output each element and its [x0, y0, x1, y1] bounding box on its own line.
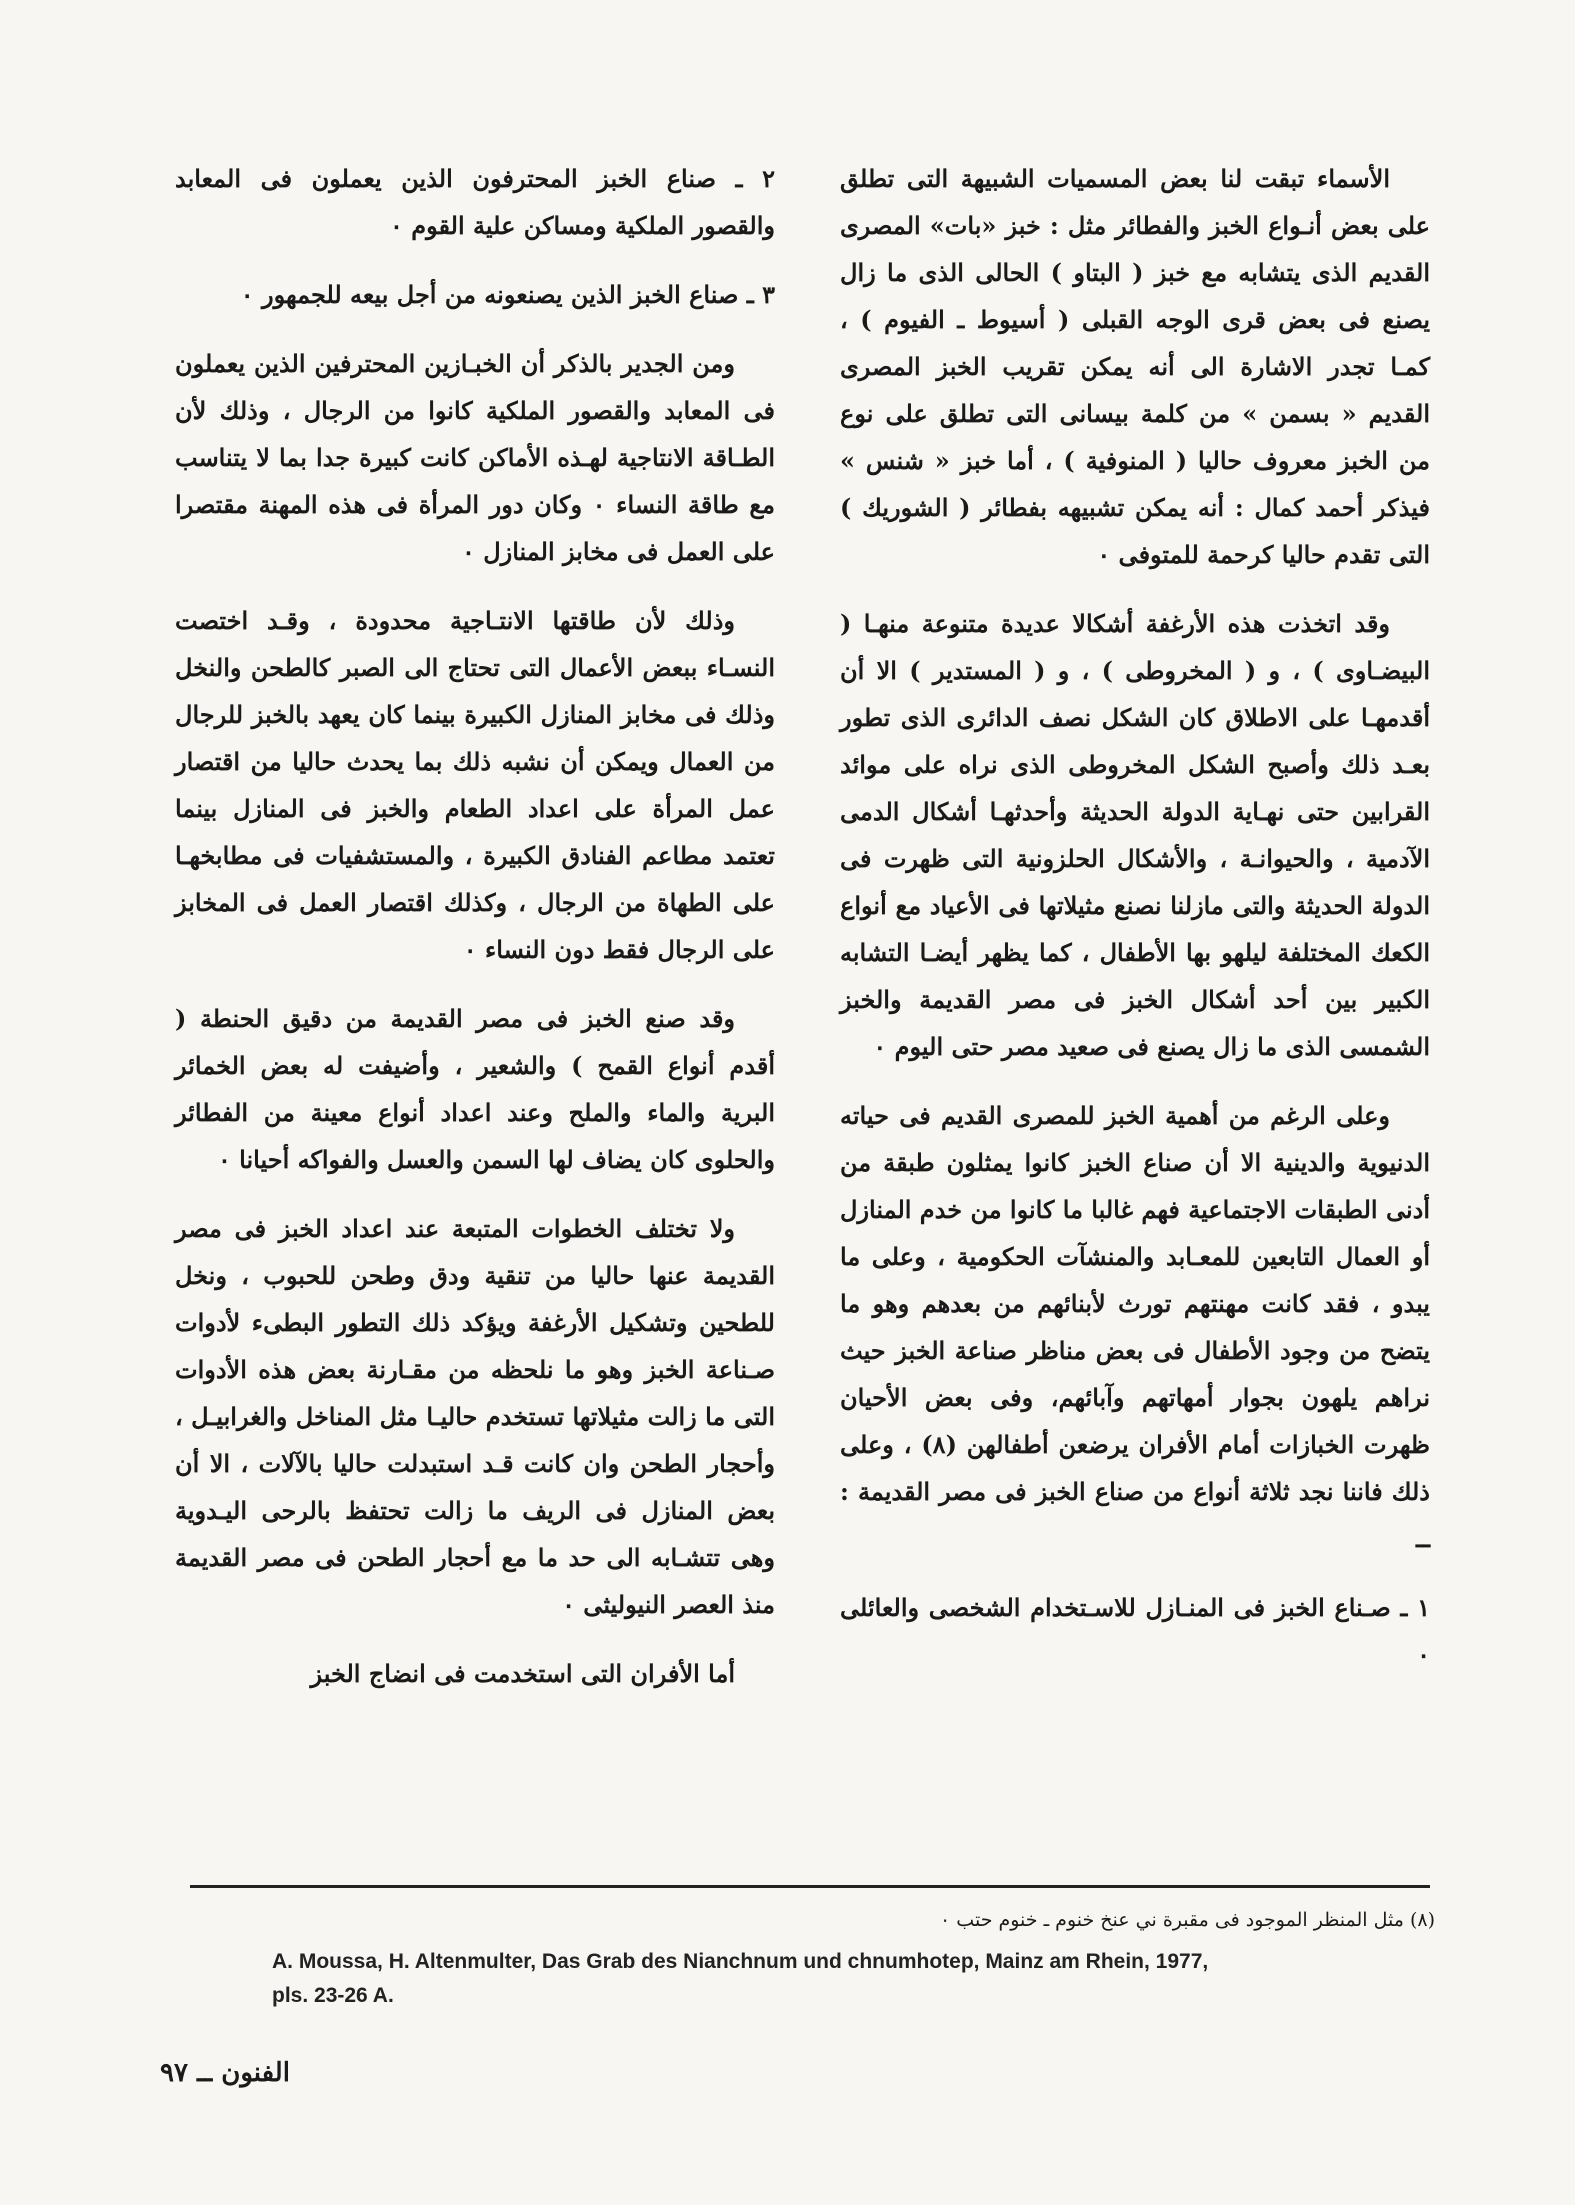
- footnote-arabic: (٨) مثل المنظر الموجود فى مقبرة ني عنخ خنوم ـ خنوم حتب ٠: [940, 1909, 1435, 1931]
- paragraph-women-work: وذلك لأن طاقتها الانتـاجية محدودة ، وقـد اختصت النسـاء ببعض الأعمال التى تحتاج الى الصبر كالطحن والنخل وذلك فى مخابز المنازل الكبيرة بينما كان يعهد بالخبز للرجال من العمال ويمكن أن نشبه ذلك بما يحدث حاليا من اقتصار عمل المرأة على اعداد الطعام والخبز فى المنازل بينما تعتمد مطاعم الفنادق الكبيرة ، والمستشفيات فى مطابخهـا على الطهاة من الرجال ، وكذلك اقتصار العمل فى المخابز على الرجال فقط دون النساء ٠: [175, 606, 775, 964]
- paragraph-male-bakers: ومن الجدير بالذكر أن الخبـازين المحترفين الذين يعملون فى المعابد والقصور الملكية كانوا من الرجال ، وذلك لأن الطـاقة الانتاجية لهـذه الأماكن كانت كبيرة جدا بما لا يتناسب مع طاقة النساء ٠ وكان دور المرأة فى هذه المهنة مقتصرا على العمل فى مخابز المنازل ٠: [175, 349, 775, 566]
- footnote-reference-line-1: A. Moussa, H. Altenmulter, Das Grab des Nianchnum und chnumhotep, Mainz am Rhein, 1977,: [272, 1950, 1209, 1973]
- left-column: [175, 155, 775, 1719]
- footnote-reference: [272, 1945, 1437, 2013]
- list-item-home-bakers: ١ ـ صـناع الخبز فى المنـازل للاسـتخدام الشخصى والعائلى ٠: [840, 1593, 1430, 1669]
- right-column: [840, 155, 1430, 1700]
- page-footer: الفنون ــ ٩٧: [160, 2058, 290, 2088]
- footnote-reference-line-2: pls. 23-26 A.: [272, 1984, 394, 2007]
- paragraph-steps-tools: ولا تختلف الخطوات المتبعة عند اعداد الخبز فى مصر القديمة عنها حاليا من تنقية ودق وطحن للحبوب ، ونخل للطحين وتشكيل الأرغفة ويؤكد ذلك التطور البطىء لأدوات صـناعة الخبز وهو ما نلحظه من مقـارنة بعض هذه الأدوات التى ما زالت مثيلاتها تستخدم حاليـا مثل المناخل والغرابيـل ، وأحجار الطحن وان كانت قـد استبدلت حاليا بالآلات ، الا أن بعض المنازل فى الريف ما زالت تحتفظ بالرحى اليـدوية وهى تتشـابه الى حد ما مع أحجار الطحن فى مصر القديمة منذ العصر النيوليثى ٠: [175, 1214, 775, 1619]
- paragraph-bakers-class: وعلى الرغم من أهمية الخبز للمصرى القديم فى حياته الدنيوية والدينية الا أن صناع الخبز كانوا يمثلون طبقة من أدنى الطبقات الاجتماعية فهم غالبا ما كانوا من خدم المنازل أو العمال التابعين للمعـابد والمنشآت الحكومية ، وعلى ما يبدو ، فقد كانت مهنتهم تورث لأبنائهم من بعدهم وهو ما يتضح من وجود الأطفال فى بعض مناظر صناعة الخبز حيث نراهم يلهون بجوار أمهاتهم وآبائهم، وفى بعض الأحيان ظهرت الخبازات أمام الأفران يرضعن أطفالهن (٨) ، وعلى ذلك فاننا نجد ثلاثة أنواع من صناع الخبز فى مصر القديمة : ــ: [840, 1101, 1430, 1553]
- paragraph-ingredients: وقد صنع الخبز فى مصر القديمة من دقيق الحنطة ( أقدم أنواع القمح ) والشعير ، وأضيفت له بعض الخمائر البرية والماء والملح وعند اعداد أنواع معينة من الفطائر والحلوى كان يضاف لها السمن والعسل والفواكه أحيانا ٠: [175, 1004, 775, 1174]
- list-item-commercial-bakers: ٣ ـ صناع الخبز الذين يصنعونه من أجل بيعه للجمهور ٠: [240, 280, 775, 309]
- footnote-divider: [190, 1885, 1430, 1888]
- paragraph-names: الأسماء تبقت لنا بعض المسميات الشبيهة التى تطلق على بعض أنـواع الخبز والفطائر مثل : خبز «بات» المصرى القديم الذى يتشابه مع خبز ( البتاو ) الحالى الذى ما زال يصنع فى بعض قرى الوجه القبلى ( أسيوط ـ الفيوم ) ، كمـا تجدر الاشارة الى أنه يمكن تقريب الخبز المصرى القديم « بسمن » من كلمة بيسانى التى تطلق على نوع من الخبز معروف حاليا ( المنوفية ) ، أما خبز « شنس » فيذكر أحمد كمال : أنه يمكن تشبيهه بفطائر ( الشوريك ) التى تقدم حاليا كرحمة للمتوفى ٠: [840, 164, 1431, 569]
- paragraph-loaf-shapes: وقد اتخذت هذه الأرغفة أشكالا عديدة متنوعة منهـا ( البيضـاوى ) ، و ( المخروطى ) ، و ( المستدير ) الا أن أقدمهـا على الاطلاق كان الشكل نصف الدائرى الذى تطور بعـد ذلك وأصبح الشكل المخروطى الذى نراه على موائد القرابين حتى نهـاية الدولة الحديثة وأحدثهـا أشكال الدمى الآدمية ، والحيوانـة ، والأشكال الحلزونية التى ظهرت فى الدولة الحديثة والتى مازلنا نصنع مثيلاتها فى الأعياد مع أنواع الكعك المختلفة ليلهو بها الأطفال ، كما يظهر أيضـا التشابه الكبير بين أحد أشكال الخبز فى مصر القديمة والخبز الشمسى الذى ما زال يصنع فى صعيد مصر حتى اليوم ٠: [840, 609, 1430, 1061]
- paragraph-ovens: أما الأفران التى استخدمت فى انضاج الخبز: [310, 1659, 735, 1688]
- list-item-professional-bakers: ٢ ـ صناع الخبز المحترفون الذين يعملون فى المعابد والقصور الملكية ومساكن علية القوم ٠: [175, 164, 775, 240]
